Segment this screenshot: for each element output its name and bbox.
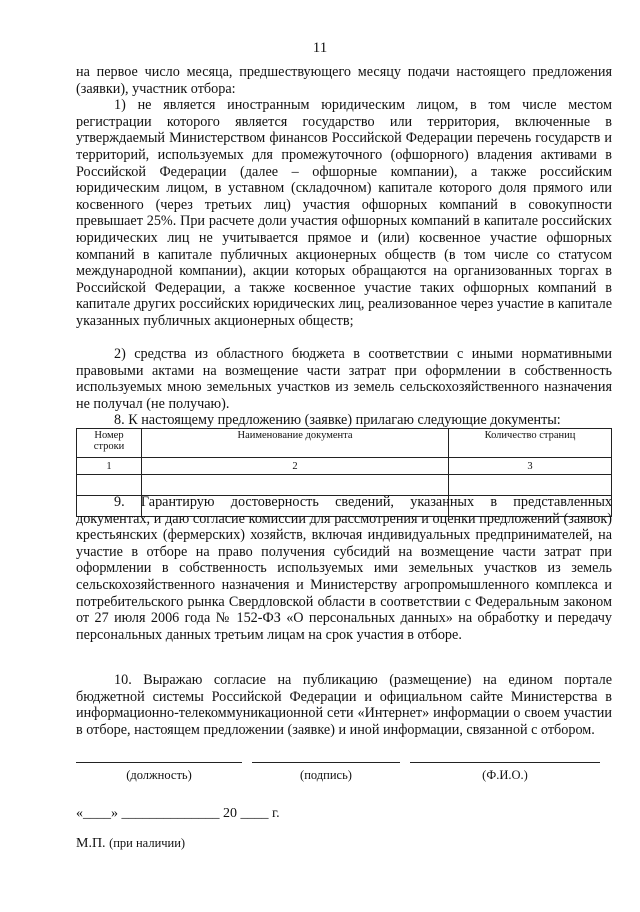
table-cell <box>142 475 449 496</box>
table-cell <box>449 475 612 496</box>
stamp-note: (при наличии) <box>109 836 186 850</box>
paragraph-section-10: 10. Выражаю согласие на публикацию (размещение) на едином портале бюджетной системы Российской Федерации и официальном сайте Министерства в информационно-телекоммуникационной сети «Интернет» информации о своем участии в отборе, настоящем предложении (заявке) и иной информации, связанной с отбором. <box>76 672 612 738</box>
table-row <box>77 475 612 496</box>
page-number: 11 <box>312 40 328 56</box>
name-label: (Ф.И.О.) <box>482 768 528 782</box>
table-cell: 3 <box>449 458 612 475</box>
sign-signature-line <box>252 762 400 763</box>
stamp-place <box>76 836 185 852</box>
date-line: «____» ______________ 20 ____ г. <box>76 806 280 821</box>
table-cell: 2 <box>142 458 449 475</box>
header-document-name: Наименование документа <box>142 429 449 458</box>
name-signature-line <box>410 762 600 763</box>
paragraph-item-1: 1) не является иностранным юридическим лицом, в том числе местом регистрации которого является государство или территория, включенные в утверждаемый Министерством финансов Российской Федерации перечень государств и территорий, используемых для промежуточного (офшорного) владения активами в Российской Федерации (далее – офшорные компании), а также российским юридическим лицом, в уставном (складочном) капитале которого доля прямого или косвенного (через третьих лиц) участия офшорных компаний в совокупности превышает 25%. При расчете доли участия офшорных компаний в капитале российских юридических лиц не учитывается прямое и (или) косвенное участие офшорных компаний в капитале публичных акционерных обществ (в том числе со статусом международной компании), акции которых обращаются на организованных торгах в Российской Федерации, а также косвенное участие таких офшорных компаний в капитале других российских юридических лиц, реализованное через участие в капитале указанных публичных акционерных обществ; <box>76 97 612 329</box>
header-row-number: Номер строки <box>77 429 142 458</box>
table-index-row <box>77 458 612 475</box>
paragraph-intro: на первое число месяца, предшествующего месяцу подачи настоящего предложения (заявки), участник отбора: <box>76 64 612 97</box>
consent-text-block-2 <box>76 346 612 429</box>
table-cell: 1 <box>77 458 142 475</box>
consent-text-block-1 <box>76 64 612 330</box>
header-page-count: Количество страниц <box>449 429 612 458</box>
paragraph-item-2: 2) средства из областного бюджета в соответствии с иными нормативными правовыми актами на возмещение части затрат при оформлении в собственность используемых мною земельных участков из земель сельскохозяйственного назначения не получал (не получаю). <box>76 346 612 412</box>
position-signature-line <box>76 762 242 763</box>
consent-text-block-3 <box>76 494 612 643</box>
paragraph-section-9: 9. Гарантирую достоверность сведений, указанных в представленных документах, и даю согласие комиссии для рассмотрения и оценки предложений (заявок) крестьянских (фермерских) хозяйств, включая индивидуальных предпринимателей, на участие в отборе на право получения субсидий на возмещение части затрат при оформлении в собственность используемых ими земельных участков из земель сельскохозяйственного назначения и Министерству агропромышленного комплекса и потребительского рынка Свердловской области в соответствии с Федеральным законом от 27 июля 2006 года № 152-ФЗ «О персональных данных» на обработку и передачу персональных данных третьим лицам на срок участия в отборе. <box>76 494 612 643</box>
sign-label: (подпись) <box>300 768 352 782</box>
paragraph-section-8: 8. К настоящему предложению (заявке) прилагаю следующие документы: <box>114 412 561 429</box>
consent-text-block-4 <box>76 672 612 738</box>
position-label: (должность) <box>126 768 192 782</box>
table-header-row <box>77 429 612 458</box>
stamp-label: М.П. <box>76 836 106 851</box>
table-cell <box>77 475 142 496</box>
